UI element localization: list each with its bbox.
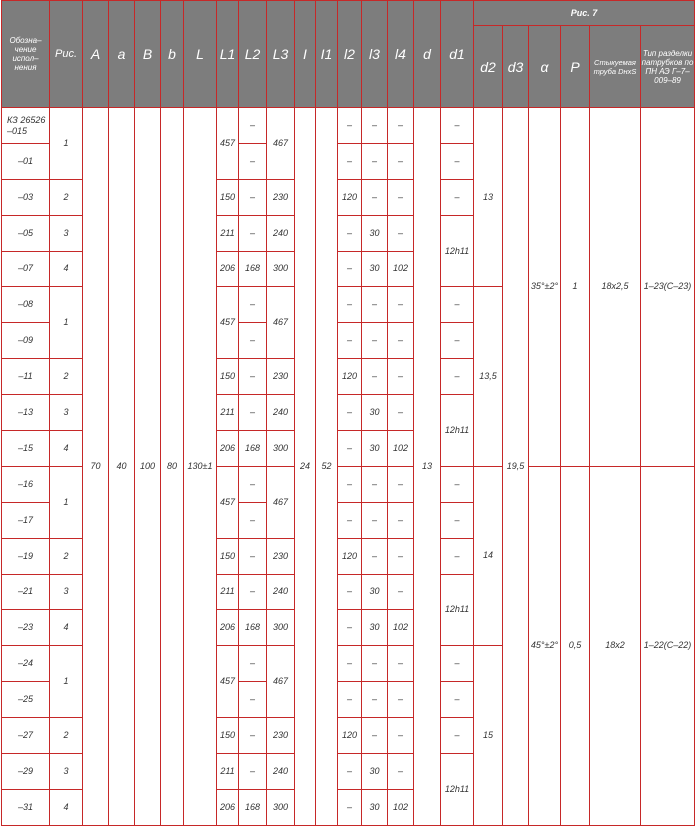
L2-cell: 168	[239, 430, 267, 466]
L1-cell: 211	[217, 215, 239, 251]
l3-cell: 30	[362, 215, 388, 251]
l4-cell: –	[388, 718, 414, 754]
designation-cell: –11	[2, 359, 50, 395]
l2-cell: –	[338, 144, 362, 180]
L1-cell: 206	[217, 430, 239, 466]
fig-cell: 3	[50, 215, 83, 251]
l2-cell: –	[338, 574, 362, 610]
pipe-cell: 18x2,5	[590, 108, 641, 467]
l2-cell: –	[338, 753, 362, 789]
L1-cell: 150	[217, 538, 239, 574]
l4-cell: 102	[388, 430, 414, 466]
d2-cell: 13,5	[474, 287, 503, 466]
L2-cell: 168	[239, 610, 267, 646]
L2-cell-part: –	[239, 108, 266, 144]
l4-cell: –	[388, 646, 414, 682]
l3-cell: –	[362, 646, 388, 682]
alpha-cell: 35°±2°	[529, 108, 561, 467]
L3-cell: 467	[267, 287, 295, 359]
designation-cell: –31	[2, 789, 50, 825]
l2-cell: –	[338, 682, 362, 718]
designation-cell: –09	[2, 323, 50, 359]
fig-cell: 3	[50, 574, 83, 610]
l2-cell: –	[338, 215, 362, 251]
d1-cell: –	[441, 682, 474, 718]
L2-cell	[239, 466, 267, 538]
L2-cell: –	[239, 538, 267, 574]
d1-cell: –	[441, 646, 474, 682]
l4-cell: –	[388, 682, 414, 718]
L2-cell-part: –	[249, 335, 255, 346]
l2-cell: –	[338, 430, 362, 466]
L2-cell: –	[239, 359, 267, 395]
l3-cell: 30	[362, 251, 388, 287]
col-L: L	[184, 1, 217, 108]
col-alpha: α	[529, 26, 561, 108]
col-b: b	[161, 1, 184, 108]
l3-cell: –	[362, 718, 388, 754]
fig-cell: 4	[50, 789, 83, 825]
common-B: 100	[135, 108, 161, 826]
l3-cell: –	[362, 323, 388, 359]
L2-cell: 168	[239, 789, 267, 825]
L2-cell: 168	[239, 251, 267, 287]
d1-cell: –	[441, 718, 474, 754]
L2-cell-part: –	[239, 646, 266, 682]
L1-cell: 211	[217, 574, 239, 610]
L1-cell: 150	[217, 359, 239, 395]
common-b: 80	[161, 108, 184, 826]
l4-cell: –	[388, 144, 414, 180]
fig-cell: 4	[50, 251, 83, 287]
col-a: a	[109, 1, 135, 108]
d1-cell: –	[441, 466, 474, 502]
L2-cell: –	[239, 753, 267, 789]
designation-cell: –17	[2, 502, 50, 538]
l4-cell: –	[388, 466, 414, 502]
col-L3: L3	[267, 1, 295, 108]
designation-cell: –07	[2, 251, 50, 287]
l2-cell: 120	[338, 538, 362, 574]
l4-cell: –	[388, 753, 414, 789]
d1-cell: –	[441, 538, 474, 574]
designation-cell: –08	[2, 287, 50, 323]
L3-cell: 230	[267, 538, 295, 574]
L3-cell: 467	[267, 646, 295, 718]
L2-cell: –	[239, 395, 267, 431]
d2-cell: 13	[474, 108, 503, 287]
fig-cell: 1	[50, 108, 83, 180]
L3-cell: 240	[267, 753, 295, 789]
l3-cell: 30	[362, 430, 388, 466]
l2-cell: –	[338, 287, 362, 323]
L3-cell: 467	[267, 108, 295, 180]
l4-cell: –	[388, 180, 414, 216]
col-I: I	[295, 1, 316, 108]
L1-cell: 457	[217, 287, 239, 359]
designation-cell: –25	[2, 682, 50, 718]
l4-cell: –	[388, 538, 414, 574]
L3-cell: 467	[267, 466, 295, 538]
l4-cell: 102	[388, 789, 414, 825]
l3-cell: –	[362, 466, 388, 502]
L1-cell: 150	[217, 718, 239, 754]
l3-cell: –	[362, 108, 388, 144]
L1-cell: 457	[217, 646, 239, 718]
L3-cell: 300	[267, 610, 295, 646]
d1-cell: –	[441, 108, 474, 144]
col-P: P	[561, 26, 590, 108]
l3-cell: 30	[362, 610, 388, 646]
fig7-header: Рис. 7	[474, 1, 695, 26]
pipe-cell: 18x2	[590, 466, 641, 825]
L3-cell: 300	[267, 251, 295, 287]
L3-cell: 300	[267, 430, 295, 466]
l4-cell: –	[388, 502, 414, 538]
fig-cell: 1	[50, 466, 83, 538]
l3-cell: 30	[362, 395, 388, 431]
P-cell: 1	[561, 108, 590, 467]
l3-cell: –	[362, 180, 388, 216]
l2-cell: –	[338, 789, 362, 825]
d2-cell: 15	[474, 646, 503, 825]
l4-cell: –	[388, 574, 414, 610]
L3-cell: 240	[267, 395, 295, 431]
designation-cell: –27	[2, 718, 50, 754]
l2-cell: 120	[338, 359, 362, 395]
L2-cell	[239, 287, 267, 359]
L2-cell-part: –	[249, 156, 255, 166]
col-L2: L2	[239, 1, 267, 108]
L2-cell: –	[239, 180, 267, 216]
col-L1: L1	[217, 1, 239, 108]
L2-cell	[239, 108, 267, 180]
designation-cell: –05	[2, 215, 50, 251]
l3-cell: –	[362, 538, 388, 574]
l2-cell: 120	[338, 718, 362, 754]
table-row	[2, 108, 695, 144]
col-d: d	[414, 1, 441, 108]
d1-cell: –	[441, 323, 474, 359]
col-l2: l2	[338, 1, 362, 108]
P-cell: 0,5	[561, 466, 590, 825]
groove-cell: 1–23(С–23)	[641, 108, 695, 467]
L2-cell-part: –	[249, 694, 255, 705]
L1-cell: 211	[217, 753, 239, 789]
l4-cell: –	[388, 359, 414, 395]
L3-cell: 230	[267, 718, 295, 754]
fig-cell: 2	[50, 359, 83, 395]
d1-cell: –	[441, 502, 474, 538]
common-L: 130±1	[184, 108, 217, 826]
designation-cell: –29	[2, 753, 50, 789]
spec-table	[1, 0, 695, 826]
L2-cell-part: –	[249, 514, 255, 525]
designation-cell: –24	[2, 646, 50, 682]
d1-cell: –	[441, 144, 474, 180]
L2-cell: –	[239, 718, 267, 754]
common-a: 40	[109, 108, 135, 826]
L3-cell: 230	[267, 359, 295, 395]
L2-cell: –	[239, 215, 267, 251]
col-l3: l3	[362, 1, 388, 108]
L1-cell: 206	[217, 789, 239, 825]
L1-cell: 206	[217, 251, 239, 287]
designation-cell: –23	[2, 610, 50, 646]
designation-cell: –19	[2, 538, 50, 574]
l2-cell: 120	[338, 180, 362, 216]
L1-cell: 457	[217, 466, 239, 538]
l2-cell: –	[338, 502, 362, 538]
col-d2: d2	[474, 26, 503, 108]
groove-cell: 1–22(С–22)	[641, 466, 695, 825]
col-groove: Тип разделки патрубков по ПН АЭ Г–7–009–89	[641, 26, 695, 108]
l3-cell: –	[362, 682, 388, 718]
fig-cell: 1	[50, 646, 83, 718]
L3-cell: 230	[267, 180, 295, 216]
l2-cell: –	[338, 251, 362, 287]
designation-cell: –03	[2, 180, 50, 216]
designation-cell: КЗ 26526 –015	[2, 108, 50, 144]
fig-cell: 2	[50, 718, 83, 754]
l4-cell: –	[388, 323, 414, 359]
col-fig: Рис.	[50, 1, 83, 108]
L2-cell-part: –	[239, 467, 266, 503]
L2-cell: –	[239, 574, 267, 610]
d1-cell: –	[441, 180, 474, 216]
designation-cell: –21	[2, 574, 50, 610]
l3-cell: –	[362, 359, 388, 395]
col-d3: d3	[503, 26, 529, 108]
L1-cell: 211	[217, 395, 239, 431]
alpha-cell: 45°±2°	[529, 466, 561, 825]
col-d1: d1	[441, 1, 474, 108]
col-l4: l4	[388, 1, 414, 108]
l3-cell: 30	[362, 753, 388, 789]
l4-cell: 102	[388, 610, 414, 646]
d1-cell: –	[441, 287, 474, 323]
l2-cell: –	[338, 610, 362, 646]
d1-cell: –	[441, 359, 474, 395]
fig-cell: 3	[50, 395, 83, 431]
common-A: 70	[83, 108, 109, 826]
d1-cell: 12h11	[441, 753, 474, 825]
designation-cell: –13	[2, 395, 50, 431]
L3-cell: 240	[267, 215, 295, 251]
fig-cell: 2	[50, 180, 83, 216]
fig-cell: 2	[50, 538, 83, 574]
col-pipe: Стыкуемая труба DнxS	[590, 26, 641, 108]
l2-cell: –	[338, 108, 362, 144]
common-I1: 52	[316, 108, 338, 826]
L1-cell: 150	[217, 180, 239, 216]
l2-cell: –	[338, 395, 362, 431]
common-d3: 19,5	[503, 108, 529, 826]
common-d: 13	[414, 108, 441, 826]
common-I: 24	[295, 108, 316, 826]
L1-cell: 206	[217, 610, 239, 646]
l3-cell: –	[362, 287, 388, 323]
col-B: B	[135, 1, 161, 108]
l3-cell: 30	[362, 789, 388, 825]
l4-cell: 102	[388, 251, 414, 287]
L3-cell: 300	[267, 789, 295, 825]
l4-cell: –	[388, 108, 414, 144]
L2-cell	[239, 646, 267, 718]
l3-cell: –	[362, 144, 388, 180]
fig-cell: 3	[50, 753, 83, 789]
l2-cell: –	[338, 323, 362, 359]
d1-cell: 12h11	[441, 574, 474, 646]
l4-cell: –	[388, 287, 414, 323]
col-designation: Обозна– чение испол– нения	[2, 1, 50, 108]
l4-cell: –	[388, 395, 414, 431]
fig-cell: 4	[50, 610, 83, 646]
designation-cell: –01	[2, 144, 50, 180]
d1-cell: 12h11	[441, 395, 474, 467]
l3-cell: 30	[362, 574, 388, 610]
L2-cell-part: –	[239, 287, 266, 323]
l3-cell: –	[362, 502, 388, 538]
col-I1: I1	[316, 1, 338, 108]
col-A: A	[83, 1, 109, 108]
fig-cell: 4	[50, 430, 83, 466]
L1-cell: 457	[217, 108, 239, 180]
l2-cell: –	[338, 466, 362, 502]
L3-cell: 240	[267, 574, 295, 610]
d1-cell: 12h11	[441, 215, 474, 287]
l2-cell: –	[338, 646, 362, 682]
designation-cell: –15	[2, 430, 50, 466]
fig-cell: 1	[50, 287, 83, 359]
d2-cell: 14	[474, 466, 503, 645]
designation-cell: –16	[2, 466, 50, 502]
l4-cell: –	[388, 215, 414, 251]
